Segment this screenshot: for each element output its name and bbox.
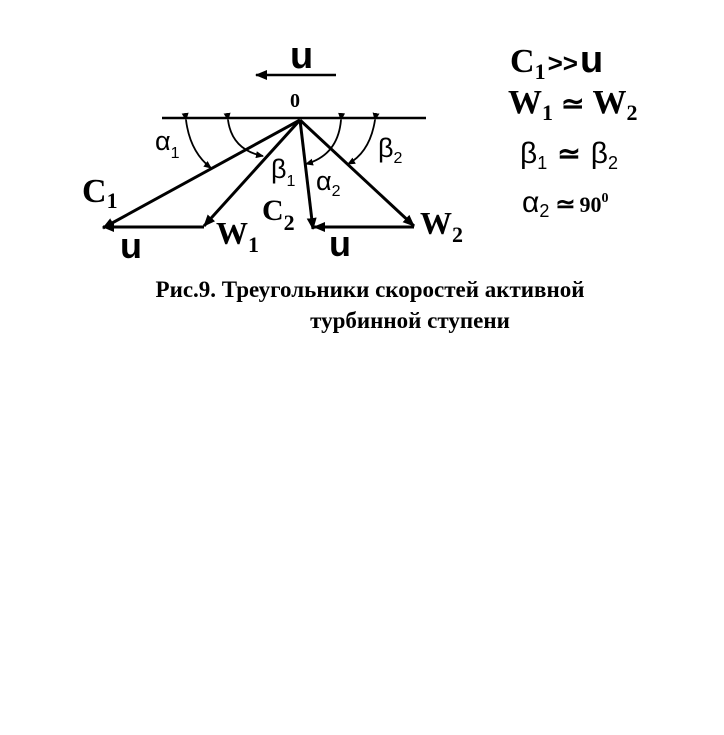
blade-speed-label: u [290,35,314,77]
vector-label-w2: $W_2$ [420,205,463,247]
angle-label-alpha1: $\alpha_1$ [155,126,180,162]
angle-arc-beta2 [348,120,375,164]
relation-c1-much-greater-u: C1>>u [510,39,604,84]
angle-arc-alpha1 [186,120,211,168]
vector-label-u-inlet: u [120,225,142,266]
relation-beta1-approx-beta2: β1 ≃ β2 [520,137,619,173]
vector-label-c1: C1 [82,173,118,213]
vector-label-w1: $W_1$ [216,215,259,257]
origin-label: 0 [290,90,300,112]
relation-w1-approx-w2: W1 ≃ W2 [508,84,638,125]
angle-label-beta2: $\beta_2$ [378,133,403,167]
relation-alpha2-approx-90: α2 ≃ 900 [522,186,609,221]
angle-label-beta1: $\beta_1$ [271,154,296,190]
vector-label-u-outlet: u [329,223,351,264]
angle-label-alpha2: $\alpha_2$ [316,166,341,200]
vector-label-c2: $C_2$ [262,194,295,235]
vector-c2 [300,120,313,229]
figure-caption-line-2: турбинной ступени [310,308,510,333]
figure-caption-line-1: Рис.9. Треугольники скоростей активной [155,277,585,302]
